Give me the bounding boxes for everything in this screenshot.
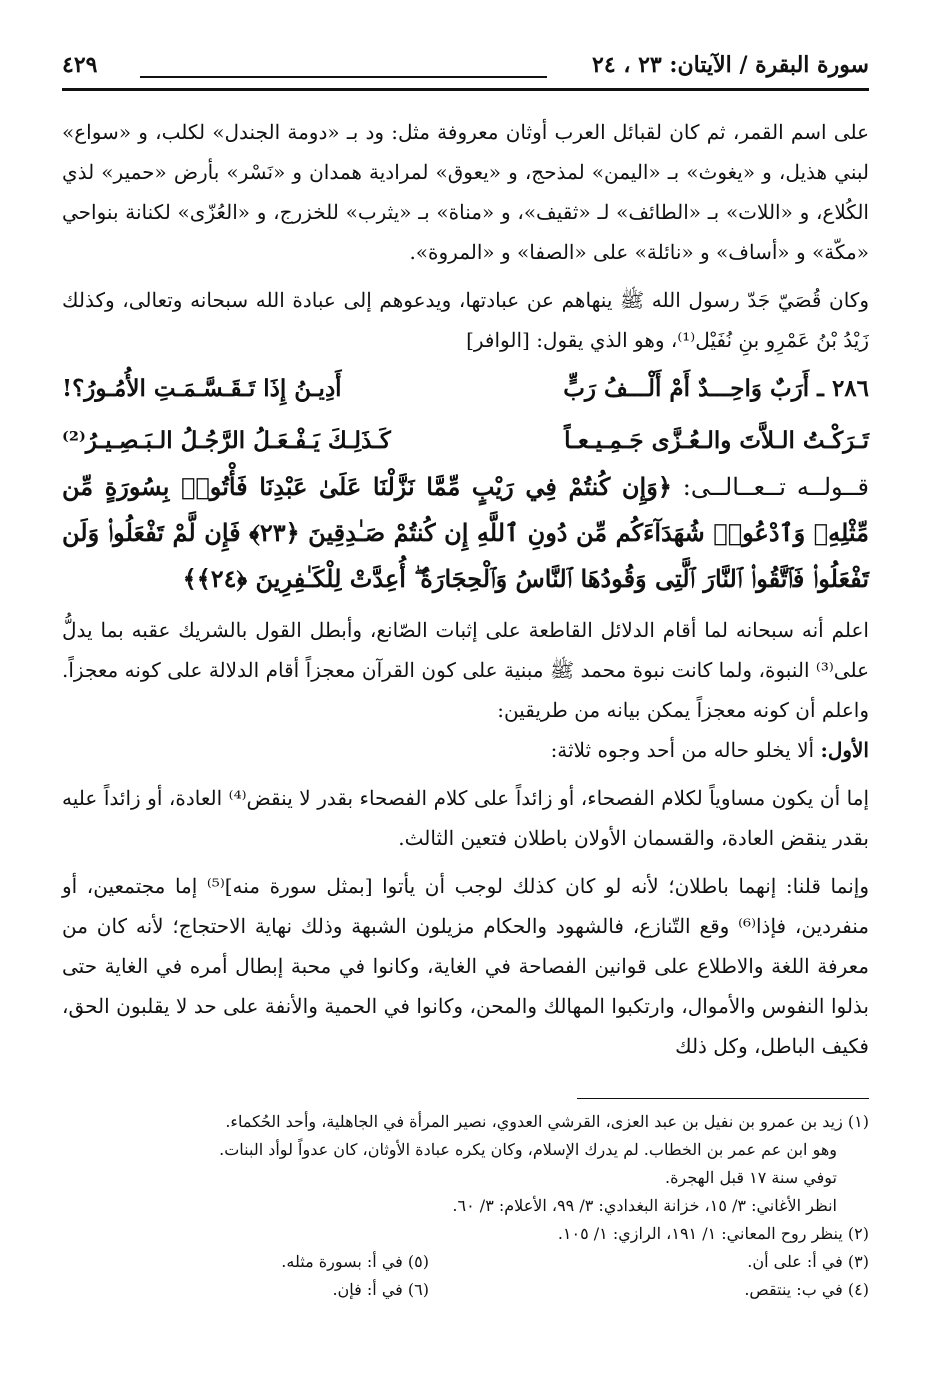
poem-line-2-second-hemistich: كَـذَلِـكَ يَـفْـعَـلُ الرَّجُـلُ الـبَـصِـيـرُ⁽²⁾ (62, 427, 391, 454)
paragraph-cases: إما أن يكون مساوياً لكلام الفصحاء، أو زائداً على كلام الفصحاء بقدر لا ينقض⁽⁴⁾ العادة، أو زائداً عليه بقدر ينقض العادة، والقسمان الأولان باطلان فتعين الثالث. (62, 786, 870, 850)
verse-text: ﴿وَإِن كُنتُمْ فِي رَيْبٍ مِّمَّا نَزَّلْنَا عَلَىٰ عَبْدِنَا فَأْتُوا۟ بِسُورَةٍ مِّن مِّثْلِهِۦ وَٱدْعُوا۟ شُهَدَآءَكُم مِّن دُونِ ٱللَّهِ إِن كُنتُمْ صَـٰدِقِينَ ﴿٢٣﴾ فَإِن لَّمْ تَفْعَلُوا۟ وَلَن تَفْعَلُوا۟ فَٱتَّقُوا۟ ٱلنَّارَ ٱلَّتِى وَقُودُهَا ٱلنَّاسُ وَٱلْحِجَارَةُ ۖ أُعِدَّتْ لِلْكَـٰفِرِينَ ﴿٢٤﴾﴾ (62, 472, 869, 593)
verse-intro: قــولــه تــعــالــى: (682, 473, 869, 501)
footnote-1: (١) زيد بن عمرو بن نفيل بن عبد العزى، القرشي العدوي، نصير المرأة في الجاهلية، وأحد الحُكماء. (225, 1112, 869, 1131)
paragraph-idols: على اسم القمر، ثم كان لقبائل العرب أوثان معروفة مثل: ود بـ «دومة الجندل» لكلب، و «سواع» لبني هذيل، و «يغوث» بـ «اليمن» لمذحج، و «يعوق» لمرادية همدان و «نَسْر» بأرض «حمير» لذي الكُلاع، و «اللات» بـ «الطائف» لـ «ثقيف»، و «مناة» بـ «يثرب» للخزرج، و «العُزّى» لكنانة بنواحي «مكّة» و «أساف» و «نائلة» على «الصفا» و «المروة». (62, 120, 869, 264)
footnote-rule (577, 1098, 869, 1099)
main-text (62, 112, 869, 1066)
footnote-1-line-2: وهو ابن عم عمر بن الخطاب. لم يدرك الإسلام، وكان يكره عبادة الأوثان، كان عدواً لوأد البنات. (219, 1140, 837, 1159)
poem-line-1-second-hemistich: أَدِيـنُ إِذَا تَـقَـسَّـمَـتِ الأُمُـورُ؟! (62, 375, 342, 402)
header-rule (140, 76, 547, 78)
poem-line-2 (62, 418, 869, 464)
first-way-label: الأول: (820, 738, 869, 762)
paragraph-first-way (62, 730, 869, 770)
paragraph-argument: وإنما قلنا: إنهما باطلان؛ لأنه لو كان كذلك لوجب أن يأتوا [بمثل سورة منه]⁽⁵⁾ إما مجتمعين، أو منفردين، فإذا⁽⁶⁾ وقع التّنازع، فالشهود والحكام مزيلون الشبهة وذلك نهاية الاحتجاج؛ لأنه كان من معرفة اللغة والاطلاع على قوانين الفصاحة في الغاية، وكانوا في محبة إبطال أمره في الغاية حتى بذلوا النفوس والأموال، وارتكبوا المهالك والمحن، وكانوا في الحمية والأنفة على حد لا يقلبون الحق، فكيف الباطل، وكل ذلك (62, 874, 869, 1058)
running-title: سورة البقرة / الآيتان: ٢٣ ، ٢٤ (592, 52, 869, 78)
footnote-1-line-3: توفي سنة ١٧ قبل الهجرة. (665, 1168, 837, 1187)
paragraph-qusay: وكان قُصَيّ جَدّ رسول الله ﷺ ينهاهم عن عبادتها، ويدعوهم إلى عبادة الله سبحانه وتعالى، وكذلك زَيْدُ بْنُ عَمْرِو بنِ نُفَيْل⁽¹⁾، وهو الذي يقول: [الوافر] (62, 288, 869, 352)
page-number: ٤٢٩ (62, 52, 98, 78)
footnote-2: (٢) ينظر روح المعاني: ١/ ١٩١، الرازي: ١/ ١٠٥. (557, 1224, 869, 1243)
footnote-4: (٤) في ب: ينتقص. (744, 1280, 869, 1299)
footnotes (62, 1108, 869, 1304)
poem-line-1 (62, 366, 869, 412)
header-divider (62, 88, 869, 91)
footnote-5: (٥) في أ: بسورة مثله. (281, 1252, 429, 1271)
footnote-1-sources: انظر الأغاني: ٣/ ١٥، خزانة البغدادي: ٣/ ٩٩، الأعلام: ٣/ ٦٠. (452, 1196, 837, 1215)
poem-line-1-first-hemistich: ٢٨٦ ـ أَرَبٌ وَاحِـــدٌ أَمْ أَلْـــفُ رَبٍّ (563, 375, 869, 402)
page-header (62, 42, 869, 88)
quran-verse (62, 464, 869, 602)
footnote-row-4-6 (62, 1276, 869, 1304)
footnote-3: (٣) في أ: على أن. (747, 1252, 869, 1271)
poem-line-2-first-hemistich: تَـرَكْـتُ الـلاَّتَ والـعُـزَّى جَـمِـيـعـاً (564, 427, 869, 454)
paragraph-commentary: اعلم أنه سبحانه لما أقام الدلائل القاطعة على إثبات الصّانع، وأبطل القول بالشريك عقبه بما يدلُّ على⁽³⁾ النبوة، ولما كانت نبوة محمد ﷺ مبنية على كون القرآن معجزاً أقام الدلالة على كونه معجزاً. واعلم أن كونه معجزاً يمكن بيانه من طريقين: (62, 618, 869, 722)
footnote-6: (٦) في أ: فإن. (332, 1280, 429, 1299)
footnote-row-3-5 (62, 1248, 869, 1276)
first-way-text: ألا يخلو حاله من أحد وجوه ثلاثة: (550, 738, 815, 762)
